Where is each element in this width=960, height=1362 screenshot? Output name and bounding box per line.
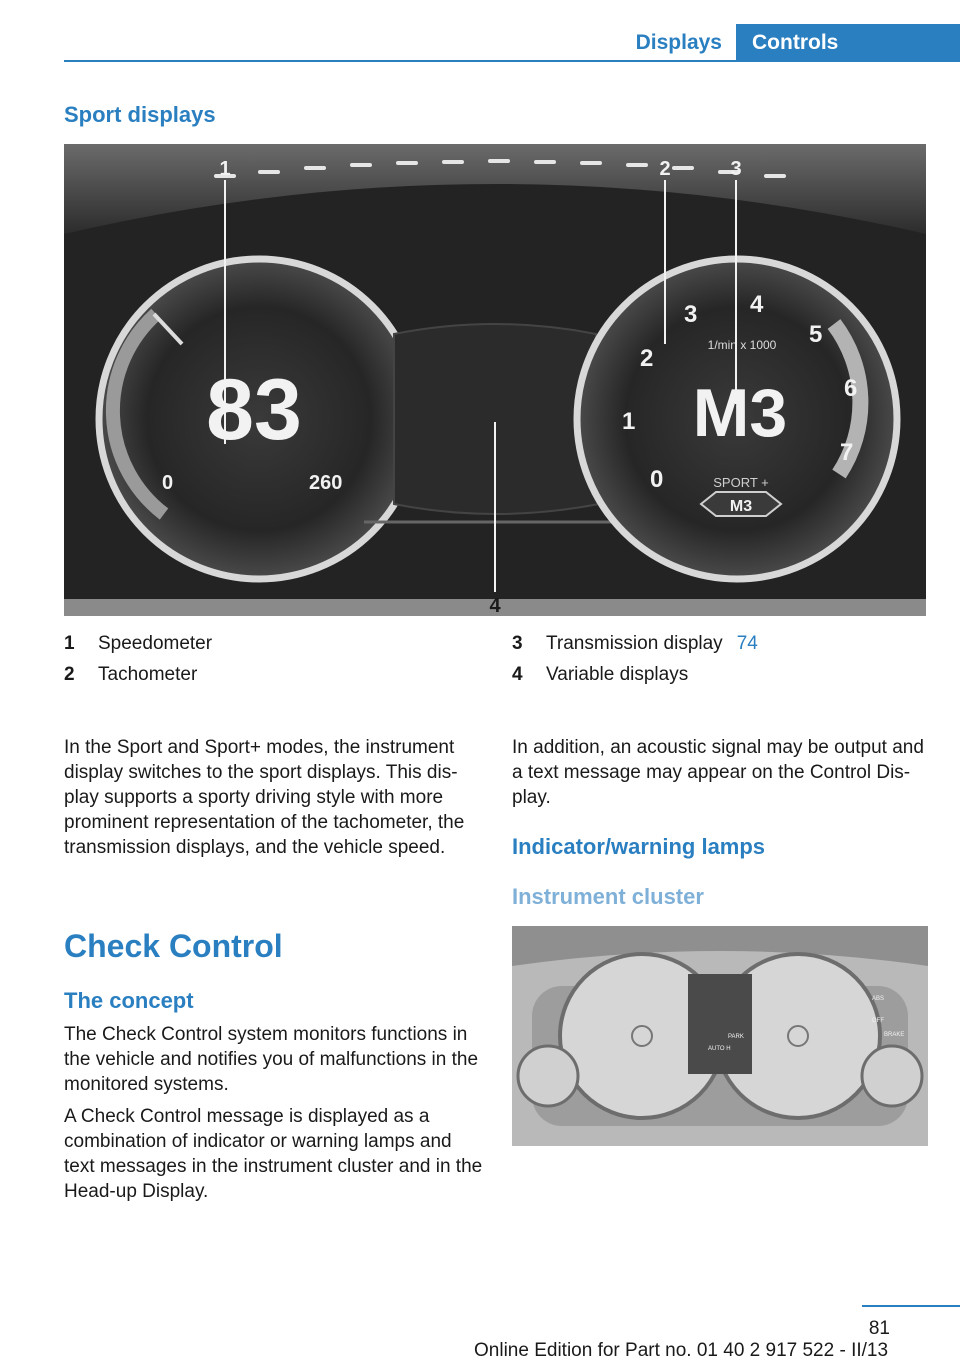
lamp-label-brake: BRAKE xyxy=(884,1032,905,1038)
legend-item xyxy=(512,628,758,659)
instrument-cluster-subheading: Instrument cluster xyxy=(512,884,704,909)
legend-label: Tachometer xyxy=(98,664,198,685)
legend-label: Transmission display xyxy=(546,633,723,654)
callout-3: 3 xyxy=(730,158,742,180)
lamp-label-abs: ABS xyxy=(872,996,885,1002)
lamp-label-off: OFF xyxy=(872,1018,884,1024)
concept-paragraph-1: The Check Control system monitors functions in the vehicle and notifies you of malfunctions in the monitored systems. xyxy=(64,1024,479,1095)
gear-readout: M3 xyxy=(692,375,788,451)
callout-4: 4 xyxy=(489,595,501,616)
tach-unit-label: 1/min x 1000 xyxy=(707,338,777,352)
legend-item xyxy=(512,659,758,690)
legend-item xyxy=(64,628,212,659)
tach-tick-1: 1 xyxy=(622,408,636,435)
sport-displays-heading: Sport displays xyxy=(64,102,216,127)
tach-tick-4: 4 xyxy=(750,291,764,318)
sport-mode-paragraph: In the Sport and Sport+ modes, the instrument display switches to the sport displays. This dis‐ play supports a sporty driving style with more prominent representation of the tachometer, the transmission displays, and the vehicle speed. xyxy=(64,737,465,858)
edition-footer: Online Edition for Part no. 01 40 2 917 522 - II/13 xyxy=(474,1340,889,1361)
legend-left xyxy=(64,628,212,690)
acoustic-signal-paragraph: In addition, an acoustic signal may be output and a text message may appear on the Control Dis‐ play. xyxy=(512,737,924,808)
legend-number: 2 xyxy=(64,664,75,685)
legend-item xyxy=(64,659,212,690)
legend-number: 4 xyxy=(512,664,523,685)
sport-display-cluster-photo xyxy=(64,144,926,616)
tach-tick-2: 2 xyxy=(640,345,654,372)
tach-tick-6: 6 xyxy=(844,375,858,402)
instrument-cluster-photo xyxy=(512,926,928,1146)
legend-number: 1 xyxy=(64,633,75,654)
header-chapter-controls: Controls xyxy=(736,24,960,62)
speed-max-label: 260 xyxy=(309,472,343,494)
legend-number: 3 xyxy=(512,633,523,654)
footer-rule xyxy=(862,1305,960,1307)
tach-tick-3: 3 xyxy=(684,301,698,328)
tach-tick-7: 7 xyxy=(840,439,854,466)
legend-label: Variable displays xyxy=(546,664,689,685)
lamp-label-auto-h: AUTO H xyxy=(708,1046,731,1052)
tach-tick-5: 5 xyxy=(809,321,823,348)
check-control-heading: Check Control xyxy=(64,928,283,964)
speed-readout: 83 xyxy=(206,362,302,458)
page-number: 81 xyxy=(868,1318,890,1339)
tach-tick-0: 0 xyxy=(650,466,664,493)
legend-right xyxy=(512,628,758,690)
callout-1: 1 xyxy=(219,158,231,180)
header-section-displays: Displays xyxy=(635,31,722,54)
indicator-lamps-heading: Indicator/warning lamps xyxy=(512,834,766,859)
gear-small-label: M3 xyxy=(729,498,753,515)
concept-heading: The concept xyxy=(64,988,194,1013)
callout-2: 2 xyxy=(659,158,671,180)
legend-label: Speedometer xyxy=(98,633,213,654)
page-reference-link[interactable]: 74 xyxy=(736,633,758,654)
lamp-label-park: PARK xyxy=(728,1034,744,1040)
speed-min-label: 0 xyxy=(162,472,174,494)
concept-paragraph-2: A Check Control message is displayed as a combination of indicator or warning lamps and text messages in the instrument cluster and in the Head-up Display. xyxy=(64,1106,483,1202)
sport-mode-label: SPORT + xyxy=(713,475,769,490)
